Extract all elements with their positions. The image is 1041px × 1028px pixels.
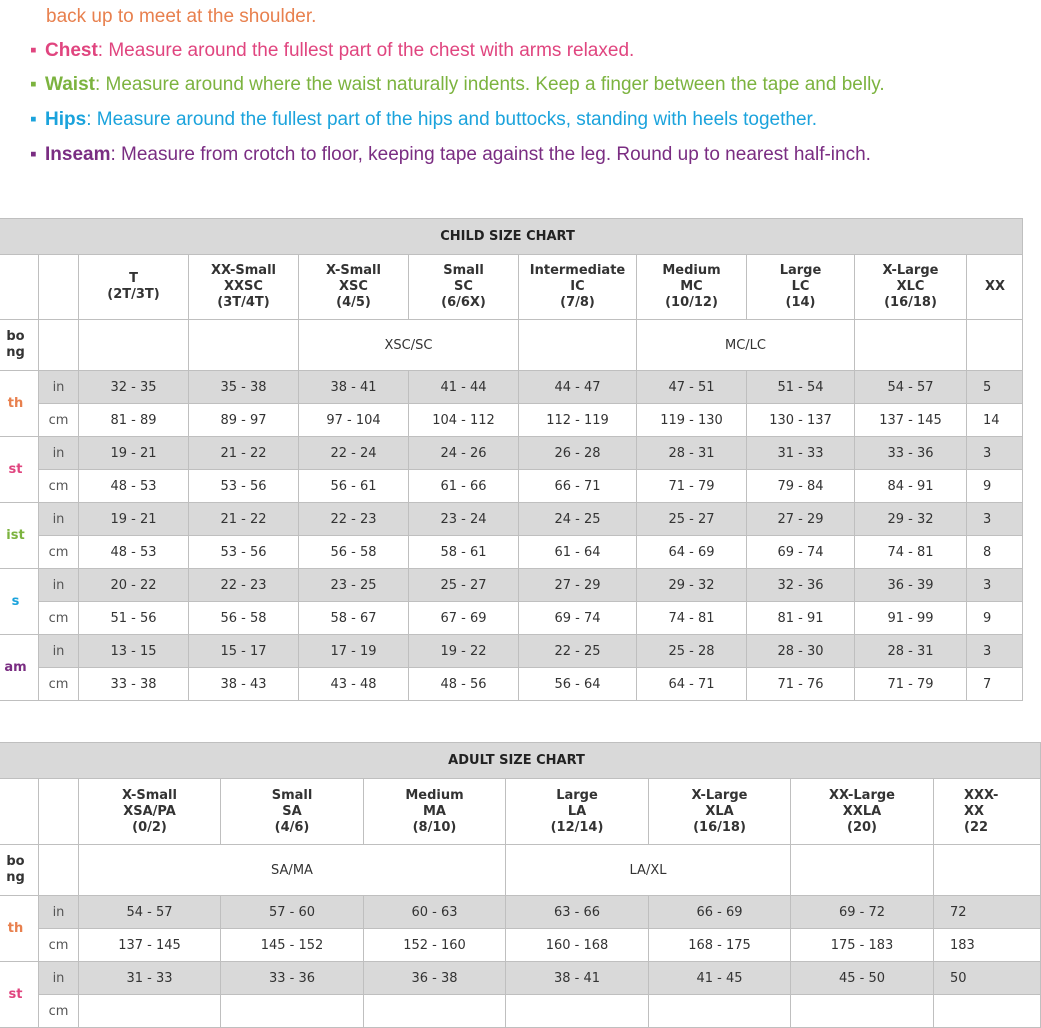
instruction-term: Hips xyxy=(45,109,87,130)
measurement-label: th xyxy=(0,371,39,437)
unit-cell: cm xyxy=(39,929,79,962)
measurement-row-in xyxy=(0,437,1023,470)
measurement-cell xyxy=(934,995,1041,1028)
size-code: XSA/PA xyxy=(123,803,176,819)
size-name: Large xyxy=(779,263,822,278)
size-name: Medium xyxy=(405,787,464,803)
measurement-cell: 58 - 61 xyxy=(409,536,519,569)
bullet-icon: ▪ xyxy=(30,109,37,130)
combo-cell: SA/MA xyxy=(79,845,506,896)
measurement-cell: 64 - 69 xyxy=(637,536,747,569)
size-header xyxy=(791,779,934,845)
child-measurements xyxy=(0,371,1023,701)
measurement-cell xyxy=(79,995,221,1028)
measurement-cell: 56 - 61 xyxy=(299,470,409,503)
size-range: (20) xyxy=(847,819,877,835)
measurement-cell: 137 - 145 xyxy=(855,404,967,437)
measurement-cell: 48 - 53 xyxy=(79,536,189,569)
measurement-cell: 51 - 54 xyxy=(747,371,855,404)
unit-cell: cm xyxy=(39,668,79,701)
measurement-cell: 23 - 25 xyxy=(299,569,409,602)
measurement-label: s xyxy=(0,569,39,635)
size-code: MC xyxy=(680,279,703,294)
size-code: MA xyxy=(423,803,446,819)
unit-cell: in xyxy=(39,371,79,404)
size-name: Intermediate xyxy=(529,263,626,278)
measurement-cell: 104 - 112 xyxy=(409,404,519,437)
unit-cell: in xyxy=(39,569,79,602)
instruction-term: Waist xyxy=(45,74,95,95)
measurement-label: th xyxy=(0,896,39,962)
size-name: X-Small xyxy=(122,787,177,803)
measurement-cell: 67 - 69 xyxy=(409,602,519,635)
measurement-row-cm xyxy=(0,995,1041,1028)
measurement-cell: 56 - 58 xyxy=(189,602,299,635)
measurement-row-in xyxy=(0,371,1023,404)
measurement-cell: 33 - 38 xyxy=(79,668,189,701)
measurement-cell: 33 - 36 xyxy=(855,437,967,470)
measurement-cell: 71 - 79 xyxy=(637,470,747,503)
measurement-cell: 97 - 104 xyxy=(299,404,409,437)
measurement-cell: 43 - 48 xyxy=(299,668,409,701)
measurement-cell: 22 - 23 xyxy=(189,569,299,602)
instruction-text: back up to meet at the shoulder. xyxy=(46,6,317,27)
measurement-cell: 71 - 76 xyxy=(747,668,855,701)
measurement-cell: 20 - 22 xyxy=(79,569,189,602)
size-code: XXSC xyxy=(224,279,263,294)
measurement-cell xyxy=(364,995,506,1028)
measurement-row-in xyxy=(0,503,1023,536)
size-range: (4/6) xyxy=(274,819,310,835)
size-header xyxy=(855,255,967,320)
size-code: XLC xyxy=(896,279,925,294)
measurement-row-cm xyxy=(0,602,1023,635)
instruction-text: : Measure around the fullest part of the chest with arms relaxed. xyxy=(97,40,635,61)
unit-cell: cm xyxy=(39,404,79,437)
measurement-cell: 13 - 15 xyxy=(79,635,189,668)
instruction-term: Inseam xyxy=(45,144,111,165)
corner-cell xyxy=(39,255,79,320)
measurement-cell: 27 - 29 xyxy=(747,503,855,536)
size-name: XXX- xyxy=(964,787,999,803)
measurement-cell: 14 xyxy=(967,404,1023,437)
combo-empty xyxy=(39,845,79,896)
measurement-cell: 9 xyxy=(967,470,1023,503)
measurement-cell: 28 - 31 xyxy=(855,635,967,668)
measurement-cell: 53 - 56 xyxy=(189,470,299,503)
bullet-icon: ▪ xyxy=(30,144,37,165)
size-header xyxy=(409,255,519,320)
unit-cell: in xyxy=(39,503,79,536)
measurement-cell xyxy=(649,995,791,1028)
size-code: LA xyxy=(567,803,587,819)
unit-cell: in xyxy=(39,896,79,929)
measurement-cell: 25 - 27 xyxy=(409,569,519,602)
measurement-cell: 69 - 74 xyxy=(519,602,637,635)
instruction-shoulder-continued xyxy=(46,5,316,29)
measurement-cell: 22 - 23 xyxy=(299,503,409,536)
unit-cell: in xyxy=(39,635,79,668)
measurement-cell: 41 - 44 xyxy=(409,371,519,404)
size-range: (12/14) xyxy=(550,819,604,835)
combo-empty xyxy=(967,320,1023,371)
measurement-cell: 32 - 36 xyxy=(747,569,855,602)
measurement-cell: 81 - 89 xyxy=(79,404,189,437)
measurement-cell: 89 - 97 xyxy=(189,404,299,437)
measurement-cell: 152 - 160 xyxy=(364,929,506,962)
measurement-cell: 145 - 152 xyxy=(221,929,364,962)
measurement-cell: 63 - 66 xyxy=(506,896,649,929)
instruction-text: : Measure around the fullest part of the hips and buttocks, standing with heels together. xyxy=(86,109,818,130)
measurement-cell: 24 - 26 xyxy=(409,437,519,470)
size-name: X-Small xyxy=(326,263,381,278)
measurement-cell: 74 - 81 xyxy=(637,602,747,635)
corner-cell xyxy=(39,779,79,845)
adult-size-chart xyxy=(0,742,1041,1028)
measurement-cell: 64 - 71 xyxy=(637,668,747,701)
measurement-cell: 15 - 17 xyxy=(189,635,299,668)
measurement-cell: 57 - 60 xyxy=(221,896,364,929)
measurement-cell: 175 - 183 xyxy=(791,929,934,962)
size-header xyxy=(967,255,1023,320)
measurement-cell xyxy=(791,995,934,1028)
combo-empty xyxy=(39,320,79,371)
combo-cell: LA/XL xyxy=(506,845,791,896)
combo-sizing-row xyxy=(0,320,1023,371)
size-header xyxy=(79,255,189,320)
size-name: X-Large xyxy=(882,263,939,278)
size-header xyxy=(637,255,747,320)
size-name: XX-Small xyxy=(211,263,276,278)
measurement-cell xyxy=(506,995,649,1028)
measurement-cell: 119 - 130 xyxy=(637,404,747,437)
measurement-cell: 17 - 19 xyxy=(299,635,409,668)
measurement-cell: 31 - 33 xyxy=(79,962,221,995)
instruction-hips xyxy=(30,108,817,132)
measurement-cell: 66 - 71 xyxy=(519,470,637,503)
size-range: (3T/4T) xyxy=(217,295,270,310)
measurement-cell: 28 - 30 xyxy=(747,635,855,668)
measurement-cell: 19 - 22 xyxy=(409,635,519,668)
chart-title: CHILD SIZE CHART xyxy=(0,219,1023,255)
adult-measurements xyxy=(0,896,1041,1028)
measurement-cell: 81 - 91 xyxy=(747,602,855,635)
measurement-cell: 21 - 22 xyxy=(189,437,299,470)
size-name: XX-Large xyxy=(829,787,895,803)
measurement-cell: 38 - 43 xyxy=(189,668,299,701)
size-header-row xyxy=(0,779,1041,845)
measurement-cell: 9 xyxy=(967,602,1023,635)
measurement-cell: 32 - 35 xyxy=(79,371,189,404)
measurement-cell xyxy=(221,995,364,1028)
measurement-cell: 45 - 50 xyxy=(791,962,934,995)
measurement-cell: 50 xyxy=(934,962,1041,995)
size-header xyxy=(649,779,791,845)
child-size-chart xyxy=(0,218,1023,701)
measurement-cell: 56 - 64 xyxy=(519,668,637,701)
measurement-cell: 38 - 41 xyxy=(506,962,649,995)
combo-empty xyxy=(79,320,189,371)
measurement-cell: 26 - 28 xyxy=(519,437,637,470)
measurement-cell: 48 - 56 xyxy=(409,668,519,701)
unit-cell: cm xyxy=(39,602,79,635)
instruction-text: : Measure from crotch to floor, keeping tape against the leg. Round up to nearest half-inch. xyxy=(110,144,871,165)
measurement-cell: 48 - 53 xyxy=(79,470,189,503)
measurement-row-in xyxy=(0,569,1023,602)
measurement-cell: 137 - 145 xyxy=(79,929,221,962)
measurement-cell: 31 - 33 xyxy=(747,437,855,470)
measurement-cell: 22 - 24 xyxy=(299,437,409,470)
measurement-cell: 23 - 24 xyxy=(409,503,519,536)
size-name: XX xyxy=(985,279,1006,294)
unit-cell: cm xyxy=(39,995,79,1028)
corner-cell xyxy=(0,779,39,845)
size-header xyxy=(747,255,855,320)
measurement-row-in xyxy=(0,896,1041,929)
size-name: X-Large xyxy=(691,787,748,803)
combo-empty xyxy=(934,845,1041,896)
bullet-icon: ▪ xyxy=(30,74,37,95)
measurement-cell: 54 - 57 xyxy=(79,896,221,929)
measurement-row-cm xyxy=(0,470,1023,503)
size-code: SC xyxy=(454,279,473,294)
unit-cell: cm xyxy=(39,470,79,503)
measurement-cell: 74 - 81 xyxy=(855,536,967,569)
size-name: Medium xyxy=(662,263,721,278)
measurement-cell: 25 - 28 xyxy=(637,635,747,668)
size-range: (10/12) xyxy=(665,295,718,310)
measurement-cell: 112 - 119 xyxy=(519,404,637,437)
size-header xyxy=(189,255,299,320)
size-name: Small xyxy=(443,263,484,278)
measurement-row-in xyxy=(0,635,1023,668)
size-code: LC xyxy=(791,279,810,294)
measurement-cell: 28 - 31 xyxy=(637,437,747,470)
measurement-cell: 71 - 79 xyxy=(855,668,967,701)
measurement-cell: 3 xyxy=(967,635,1023,668)
measurement-cell: 72 xyxy=(934,896,1041,929)
size-range: (8/10) xyxy=(412,819,457,835)
size-code: XXLA xyxy=(842,803,882,819)
size-range: (4/5) xyxy=(336,295,371,310)
size-header xyxy=(364,779,506,845)
unit-cell: in xyxy=(39,437,79,470)
combo-empty xyxy=(519,320,637,371)
measurement-instructions xyxy=(0,0,1000,180)
measurement-cell: 29 - 32 xyxy=(855,503,967,536)
instruction-term: Chest xyxy=(45,40,98,61)
measurement-row-in xyxy=(0,962,1041,995)
measurement-row-cm xyxy=(0,536,1023,569)
measurement-cell: 24 - 25 xyxy=(519,503,637,536)
measurement-cell: 69 - 72 xyxy=(791,896,934,929)
measurement-cell: 47 - 51 xyxy=(637,371,747,404)
measurement-cell: 5 xyxy=(967,371,1023,404)
size-code: SA xyxy=(282,803,302,819)
measurement-cell: 19 - 21 xyxy=(79,437,189,470)
combo-sizing-row xyxy=(0,845,1041,896)
combo-empty xyxy=(189,320,299,371)
measurement-cell: 61 - 66 xyxy=(409,470,519,503)
measurement-cell: 8 xyxy=(967,536,1023,569)
size-header xyxy=(79,779,221,845)
size-header xyxy=(506,779,649,845)
size-range: (16/18) xyxy=(884,295,937,310)
measurement-cell: 51 - 56 xyxy=(79,602,189,635)
measurement-cell: 25 - 27 xyxy=(637,503,747,536)
measurement-cell: 66 - 69 xyxy=(649,896,791,929)
measurement-cell: 69 - 74 xyxy=(747,536,855,569)
size-code: XSC xyxy=(339,279,368,294)
combo-empty xyxy=(791,845,934,896)
measurement-cell: 36 - 39 xyxy=(855,569,967,602)
instruction-waist xyxy=(30,73,885,97)
measurement-cell: 3 xyxy=(967,503,1023,536)
measurement-cell: 54 - 57 xyxy=(855,371,967,404)
measurement-cell: 21 - 22 xyxy=(189,503,299,536)
chart-title: ADULT SIZE CHART xyxy=(0,743,1041,779)
size-range: (22 xyxy=(964,819,989,835)
measurement-label: st xyxy=(0,962,39,1028)
measurement-cell: 3 xyxy=(967,569,1023,602)
measurement-cell: 33 - 36 xyxy=(221,962,364,995)
size-range: (0/2) xyxy=(132,819,167,835)
measurement-cell: 130 - 137 xyxy=(747,404,855,437)
instruction-text: : Measure around where the waist naturally indents. Keep a finger between the tape and belly. xyxy=(94,74,885,95)
combo-label: bo ng xyxy=(0,320,39,371)
measurement-cell: 53 - 56 xyxy=(189,536,299,569)
size-name: Large xyxy=(556,787,598,803)
size-header xyxy=(221,779,364,845)
size-range: (14) xyxy=(785,295,816,310)
size-name: T xyxy=(129,271,138,286)
instruction-chest xyxy=(30,39,634,63)
size-code: IC xyxy=(570,279,585,294)
size-range: (16/18) xyxy=(693,819,746,835)
unit-cell: in xyxy=(39,962,79,995)
measurement-label: st xyxy=(0,437,39,503)
combo-cell: MC/LC xyxy=(637,320,855,371)
measurement-cell: 3 xyxy=(967,437,1023,470)
measurement-cell: 84 - 91 xyxy=(855,470,967,503)
combo-cell: XSC/SC xyxy=(299,320,519,371)
combo-label: bo ng xyxy=(0,845,39,896)
size-range: (6/6X) xyxy=(441,295,486,310)
size-code: (2T/3T) xyxy=(107,287,160,302)
size-name: Small xyxy=(271,787,313,803)
measurement-cell: 60 - 63 xyxy=(364,896,506,929)
unit-cell: cm xyxy=(39,536,79,569)
measurement-cell: 58 - 67 xyxy=(299,602,409,635)
measurement-cell: 91 - 99 xyxy=(855,602,967,635)
size-header xyxy=(934,779,1041,845)
measurement-row-cm xyxy=(0,404,1023,437)
measurement-label: ist xyxy=(0,503,39,569)
measurement-cell: 27 - 29 xyxy=(519,569,637,602)
measurement-cell: 36 - 38 xyxy=(364,962,506,995)
measurement-row-cm xyxy=(0,668,1023,701)
measurement-cell: 29 - 32 xyxy=(637,569,747,602)
measurement-row-cm xyxy=(0,929,1041,962)
size-header xyxy=(519,255,637,320)
measurement-cell: 79 - 84 xyxy=(747,470,855,503)
combo-empty xyxy=(855,320,967,371)
size-header-row xyxy=(0,255,1023,320)
corner-cell xyxy=(0,255,39,320)
measurement-cell: 35 - 38 xyxy=(189,371,299,404)
measurement-cell: 41 - 45 xyxy=(649,962,791,995)
measurement-cell: 44 - 47 xyxy=(519,371,637,404)
size-code: XLA xyxy=(705,803,734,819)
measurement-cell: 183 xyxy=(934,929,1041,962)
bullet-icon: ▪ xyxy=(30,40,37,61)
size-code: XX xyxy=(964,803,985,819)
measurement-cell: 19 - 21 xyxy=(79,503,189,536)
size-header xyxy=(299,255,409,320)
measurement-cell: 61 - 64 xyxy=(519,536,637,569)
size-range: (7/8) xyxy=(560,295,595,310)
instruction-inseam xyxy=(30,143,871,167)
measurement-cell: 38 - 41 xyxy=(299,371,409,404)
measurement-cell: 56 - 58 xyxy=(299,536,409,569)
measurement-cell: 7 xyxy=(967,668,1023,701)
measurement-cell: 22 - 25 xyxy=(519,635,637,668)
measurement-cell: 160 - 168 xyxy=(506,929,649,962)
measurement-cell: 168 - 175 xyxy=(649,929,791,962)
measurement-label: am xyxy=(0,635,39,701)
